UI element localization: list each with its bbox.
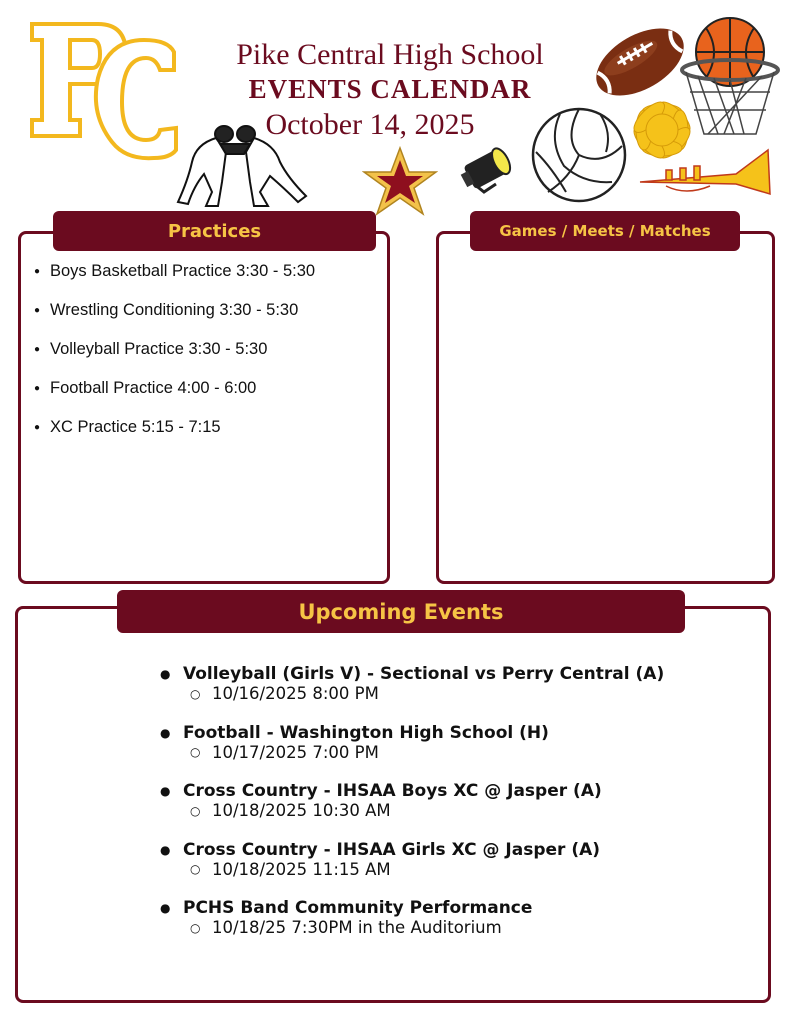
pc-logo bbox=[28, 18, 178, 164]
event-item: ● PCHS Band Community Performance ○ 10/18/25 7:30PM in the Auditorium bbox=[160, 898, 533, 937]
games-tab: Games / Meets / Matches bbox=[470, 211, 740, 251]
star-icon bbox=[362, 146, 438, 218]
event-title: Cross Country - IHSAA Girls XC @ Jasper (A) bbox=[183, 839, 601, 860]
event-datetime: 10/18/2025 11:15 AM bbox=[212, 859, 391, 879]
list-item: ● Wrestling Conditioning 3:30 - 5:30 bbox=[34, 301, 299, 319]
event-title: Cross Country - IHSAA Boys XC @ Jasper (A) bbox=[183, 781, 602, 801]
event-item: ● Volleyball (Girls V) - Sectional vs Perry Central (A) ○ 10/16/2025 8:00 PM bbox=[160, 664, 665, 703]
event-title: PCHS Band Community Performance bbox=[183, 898, 533, 918]
practices-list bbox=[34, 262, 315, 457]
upcoming-events-tab: Upcoming Events bbox=[117, 590, 685, 633]
trumpet-icon bbox=[636, 144, 776, 200]
event-title: Volleyball (Girls V) - Sectional vs Perry Central (A) bbox=[183, 664, 665, 684]
event-item: ● Football - Washington High School (H) ○ 10/17/2025 7:00 PM bbox=[160, 722, 549, 762]
event-datetime: 10/18/2025 10:30 AM bbox=[212, 801, 391, 820]
calendar-date: October 14, 2025 bbox=[265, 108, 475, 141]
event-datetime: 10/17/2025 7:00 PM bbox=[212, 742, 379, 762]
list-item: ● Boys Basketball Practice 3:30 - 5:30 bbox=[34, 262, 316, 280]
event-title: Football - Washington High School (H) bbox=[183, 722, 549, 743]
games-panel bbox=[436, 231, 775, 584]
school-name: Pike Central High School bbox=[236, 38, 544, 71]
list-item: ● Volleyball Practice 3:30 - 5:30 bbox=[34, 340, 268, 358]
upcoming-events-list bbox=[160, 664, 664, 957]
practices-tab: Practices bbox=[53, 211, 376, 251]
event-item: ● Cross Country - IHSAA Girls XC @ Jasper (A) ○ 10/18/2025 11:15 AM bbox=[160, 839, 601, 879]
calendar-title: EVENTS CALENDAR bbox=[248, 74, 532, 104]
event-datetime: 10/18/25 7:30PM in the Auditorium bbox=[212, 918, 502, 937]
event-datetime: 10/16/2025 8:00 PM bbox=[212, 684, 379, 703]
list-item: ● XC Practice 5:15 - 7:15 bbox=[34, 418, 221, 436]
event-item: ● Cross Country - IHSAA Boys XC @ Jasper (A) ○ 10/18/2025 10:30 AM bbox=[160, 781, 602, 820]
spotlight-icon bbox=[456, 146, 518, 196]
list-item: ● Football Practice 4:00 - 6:00 bbox=[34, 379, 257, 397]
